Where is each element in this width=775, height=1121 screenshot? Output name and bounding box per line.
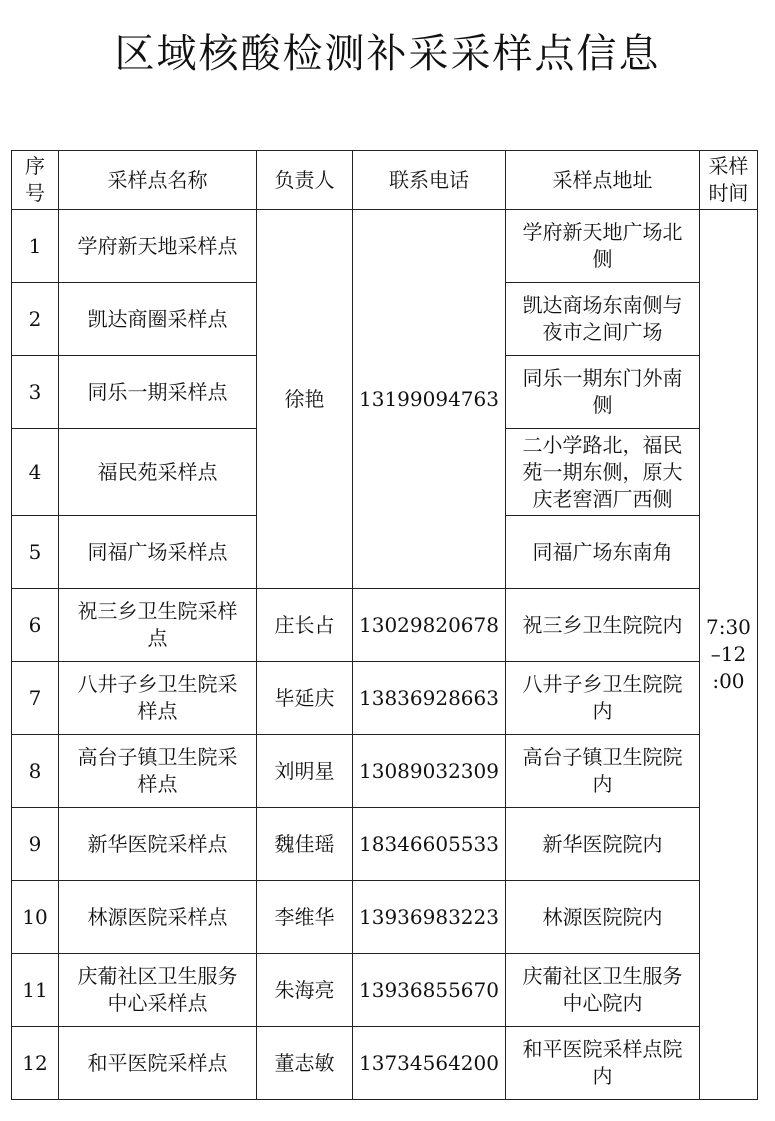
sampling-time: 7:30 –12 :00 [699,210,757,1100]
table-row [12,662,758,735]
site-name: 庆葡社区卫生服务 中心采样点 [59,954,257,1027]
site-person: 朱海亮 [257,954,353,1027]
site-address: 新华医院院内 [505,808,699,881]
site-phone: 18346605533 [353,808,506,881]
site-phone: 13936855670 [353,954,506,1027]
row-no: 2 [12,283,59,356]
sampling-sites-table [11,150,758,1100]
site-phone: 13734564200 [353,1027,506,1100]
site-person: 庄长占 [257,589,353,662]
site-name: 新华医院采样点 [59,808,257,881]
table-row [12,954,758,1027]
header-phone: 联系电话 [353,151,506,210]
site-address: 二小学路北，福民 苑一期东侧，原大 庆老窖酒厂西侧 [505,429,699,516]
table-row [12,210,758,283]
site-address: 学府新天地广场北 侧 [505,210,699,283]
table-row [12,589,758,662]
site-address: 同乐一期东门外南 侧 [505,356,699,429]
site-phone: 13029820678 [353,589,506,662]
row-no: 4 [12,429,59,516]
site-name: 福民苑采样点 [59,429,257,516]
site-name: 高台子镇卫生院采 样点 [59,735,257,808]
row-no: 8 [12,735,59,808]
site-person: 董志敏 [257,1027,353,1100]
site-name: 凯达商圈采样点 [59,283,257,356]
table-row [12,881,758,954]
site-person: 魏佳瑶 [257,808,353,881]
site-address: 同福广场东南角 [505,516,699,589]
table-row [12,735,758,808]
site-person: 刘明星 [257,735,353,808]
site-name: 和平医院采样点 [59,1027,257,1100]
header-time: 采样 时间 [699,151,757,210]
row-no: 10 [12,881,59,954]
page-title: 区域核酸检测补采采样点信息 [114,31,661,77]
site-address: 凯达商场东南侧与 夜市之间广场 [505,283,699,356]
site-name: 同乐一期采样点 [59,356,257,429]
header-no: 序 号 [12,151,59,210]
site-address: 和平医院采样点院 内 [505,1027,699,1100]
site-address: 八井子乡卫生院院 内 [505,662,699,735]
shared-person: 徐艳 [257,210,353,589]
site-name: 祝三乡卫生院采样 点 [59,589,257,662]
row-no: 9 [12,808,59,881]
header-address: 采样点地址 [505,151,699,210]
table-row [12,808,758,881]
row-no: 1 [12,210,59,283]
row-no: 3 [12,356,59,429]
site-address: 祝三乡卫生院院内 [505,589,699,662]
row-no: 5 [12,516,59,589]
site-phone: 13836928663 [353,662,506,735]
site-address: 林源医院院内 [505,881,699,954]
site-phone: 13936983223 [353,881,506,954]
row-no: 11 [12,954,59,1027]
table-row [12,1027,758,1100]
site-name: 学府新天地采样点 [59,210,257,283]
row-no: 6 [12,589,59,662]
site-name: 八井子乡卫生院采 样点 [59,662,257,735]
row-no: 12 [12,1027,59,1100]
site-person: 毕延庆 [257,662,353,735]
site-person: 李维华 [257,881,353,954]
row-no: 7 [12,662,59,735]
shared-phone: 13199094763 [353,210,506,589]
table-header-row [12,151,758,210]
header-site-name: 采样点名称 [59,151,257,210]
site-address: 高台子镇卫生院院 内 [505,735,699,808]
header-person: 负责人 [257,151,353,210]
site-phone: 13089032309 [353,735,506,808]
site-name: 林源医院采样点 [59,881,257,954]
site-address: 庆葡社区卫生服务 中心院内 [505,954,699,1027]
site-name: 同福广场采样点 [59,516,257,589]
